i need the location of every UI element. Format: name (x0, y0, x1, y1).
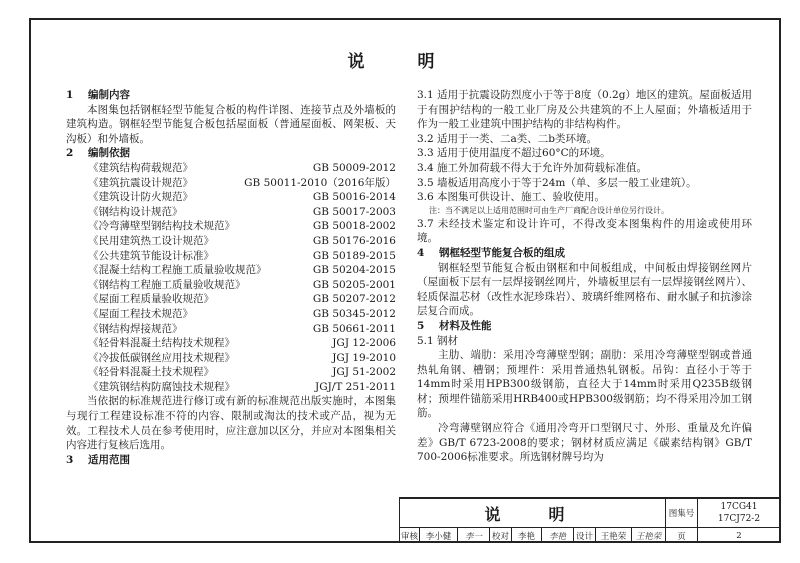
reference-name: 《钢结构焊接规范》 (88, 322, 183, 335)
reference-name: 《屋面工程质量验收规范》 (88, 293, 214, 306)
para-3-5: 3.5 墙板适用高度小于等于24m（单、多层一般工业建筑）。 (417, 176, 697, 189)
reference-name: 《轻骨料混凝土结构技术规程》 (88, 337, 235, 350)
para-3-2: 3.2 适用于一类、二a类、二b类环境。 (417, 132, 598, 145)
para-3-4: 3.4 施工外加荷载不得大于允许外加荷载标准值。 (417, 161, 648, 174)
para-3-1: 3.1 适用于抗震设防烈度小于等于8度（0.2g）地区的建筑。屋面板适用于有围护结构的一般工业厂房及公共建筑的不上人屋面；外墙板适用于作为一般工业建筑中围护结构的非结构构件。 (417, 89, 752, 131)
para-3-3: 3.3 适用于使用温度不超过60°C的环境。 (417, 147, 611, 160)
reference-name: 《建筑结构荷载规范》 (88, 161, 193, 174)
reference-code: GB 50661-2011 (312, 322, 396, 335)
reference-name: 《轻骨料混凝土技术规程》 (88, 366, 214, 379)
section-5-heading: 5 材料及性能 (417, 319, 492, 332)
review-signature: 李一 (458, 528, 490, 543)
reference-name: 《混凝土结构工程施工质量验收规范》 (88, 264, 267, 277)
design-signature: 王艳荣 (632, 528, 666, 543)
signature-row (400, 527, 780, 543)
reference-list (66, 161, 396, 395)
reference-item (66, 322, 396, 337)
note: 注：当不满足以上适用范围时可由生产厂商配合设计单位另行设计。 (429, 205, 669, 215)
reference-item (66, 234, 396, 249)
right-column (417, 88, 752, 465)
reference-name: 《屋面工程技术规范》 (88, 307, 193, 320)
reference-code: GB 50204-2015 (312, 264, 396, 277)
reference-name: 《公共建筑节能设计标准》 (88, 249, 214, 262)
reference-code: GB 50016-2014 (312, 191, 396, 204)
reference-code: GB 50205-2001 (312, 278, 396, 291)
design-name: 王艳荣 (596, 528, 632, 543)
reference-item (66, 190, 396, 205)
check-label: 校对 (490, 528, 512, 543)
reference-code: JGJ 12-2006 (332, 337, 396, 350)
reference-code: GB 50207-2012 (312, 293, 396, 306)
reference-item (66, 307, 396, 322)
reference-code: GB 50011-2010（2016年版） (244, 176, 396, 189)
reference-name: 《冷拔低碳钢丝应用技术规程》 (88, 351, 235, 364)
section-4-heading: 4 钢框轻型节能复合板的组成 (417, 246, 565, 259)
reference-name: 《钢结构工程施工质量验收规范》 (88, 278, 246, 291)
reference-name: 《钢结构设计规范》 (88, 205, 183, 218)
section-4-text: 钢框轻型节能复合板由钢框和中间板组成，中间板由焊接钢丝网片（屋面板下层有一层焊接钢丝网片，外墙板里层有一层焊接钢丝网片）、轻质保温芯材（改性水泥珍珠岩）、玻璃纤维网格布、耐水腻子和抗渗涂层复合而成。 (417, 261, 752, 318)
para-5-1: 5.1 钢材 (417, 334, 459, 347)
check-name: 李艳 (512, 528, 542, 543)
reference-code: GB 50018-2002 (312, 220, 396, 233)
review-name: 李小健 (420, 528, 458, 543)
atlas-number (698, 499, 780, 527)
reference-item (66, 176, 396, 191)
section-1-heading: 1 编制内容 (66, 89, 130, 101)
reference-code: GB 50176-2016 (312, 234, 396, 247)
page-number: 2 (736, 530, 742, 541)
reference-item (66, 292, 396, 307)
reference-code: GB 50017-2003 (312, 205, 396, 218)
page-title: 说 明 (347, 52, 453, 72)
check-signature: 李艳 (542, 528, 574, 543)
page-label: 页 (666, 528, 698, 543)
para-5-1-a: 主肋、端肋：采用冷弯薄壁型钢；副肋：采用冷弯薄壁型钢或普通热轧角钢、槽钢；预埋件：采用普通热轧钢板。吊钩：直径小于等于14mm时采用HPB300级钢筋，直径大于14mm时采用Q235B级钢材；预埋件锚筋采用HRB400或HPB300级钢筋；均不得采用冷加工钢筋。 (417, 349, 752, 420)
reference-item (66, 263, 396, 278)
section-1-text: 本图集包括钢框轻型节能复合板的构件详图、连接节点及外墙板的建筑构造。钢框轻型节能复合板包括屋面板（普通屋面板、网架板、天沟板）和外墙板。 (66, 103, 396, 145)
reference-code: JGJ 51-2002 (332, 366, 396, 379)
atlas-number-1: 17CG41 (720, 502, 758, 512)
title-block-title: 说 明 (400, 499, 666, 527)
reference-code: GB 50189-2015 (312, 249, 396, 262)
reference-item (66, 365, 396, 380)
section-2-heading: 2 编制依据 (66, 147, 130, 160)
para-3-7: 3.7 未经技术鉴定和设计许可，不得改变本图集构件的用途或使用环境。 (417, 217, 752, 245)
reference-item (66, 278, 396, 293)
atlas-number-label: 图集号 (666, 499, 698, 527)
para-3-6: 3.6 本图集可供设计、施工、验收使用。 (417, 191, 606, 204)
design-label: 设计 (574, 528, 596, 543)
left-column (66, 88, 396, 467)
reference-code: GB 50009-2012 (312, 161, 396, 174)
reference-name: 《建筑抗震设计规范》 (88, 176, 193, 189)
reference-name: 《建筑设计防火规范》 (88, 191, 193, 204)
reference-code: JGJ/T 251-2011 (315, 380, 396, 393)
reference-item (66, 205, 396, 220)
reference-name: 《民用建筑热工设计规范》 (88, 234, 214, 247)
reference-name: 《冷弯薄壁型钢结构技术规范》 (88, 220, 235, 233)
reference-item (66, 336, 396, 351)
review-label: 审核 (400, 528, 420, 543)
section-3-heading: 3 适用范围 (66, 453, 130, 466)
section-2-text: 当依据的标准规范进行修订或有新的标准规范出版实施时，本图集与现行工程建设标准不符的内容、限制或淘汰的技术或产品，视为无效。工程技术人员在参考使用时，应注意加以区分，并应对本图集相关内容进行复核后选用。 (66, 395, 396, 452)
reference-code: GB 50345-2012 (312, 307, 396, 320)
title-block (399, 497, 781, 543)
reference-item (66, 380, 396, 395)
reference-name: 《建筑钢结构防腐蚀技术规程》 (88, 380, 235, 393)
reference-code: JGJ 19-2010 (332, 351, 396, 364)
para-5-1-b: 冷弯薄壁钢应符合《通用冷弯开口型钢尺寸、外形、重量及允许偏差》GB/T 6723-2008的要求；钢材材质应满足《碳素结构钢》GB/T 700-2006标准要求。所选钢材牌号均为 (417, 422, 752, 464)
reference-item (66, 219, 396, 234)
atlas-number-2: 17CJ72-2 (717, 514, 761, 524)
reference-item (66, 249, 396, 264)
reference-item (66, 351, 396, 366)
reference-item (66, 161, 396, 176)
